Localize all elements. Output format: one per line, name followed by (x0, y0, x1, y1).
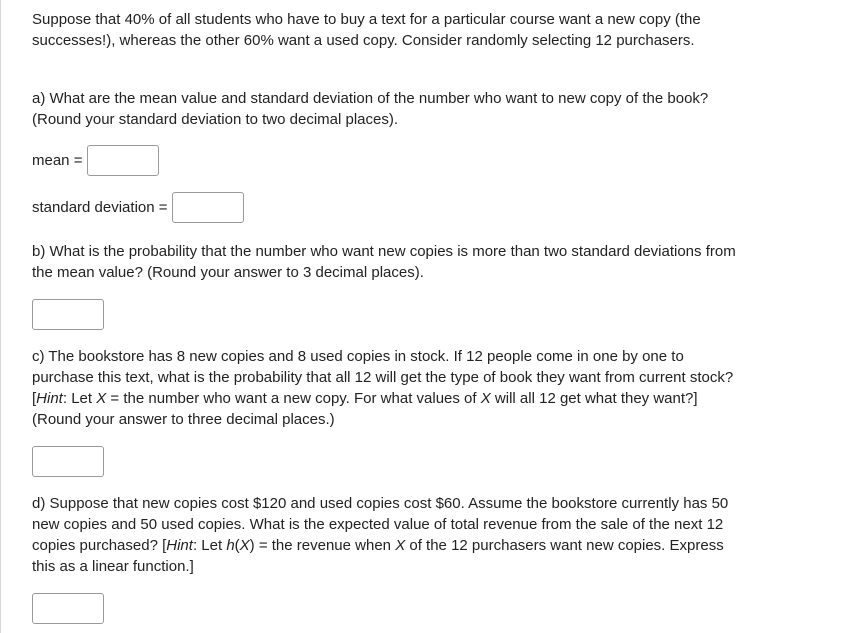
part-c-var-x: X (96, 390, 107, 407)
part-b-question: b) What is the probability that the number who want new copies is more than two standard deviations from the mean value? (Round your answer to 3 decimal places). (32, 243, 736, 281)
part-d-question (32, 493, 742, 577)
part-d-var-x: X (239, 537, 250, 554)
part-c-var-x2: X (480, 390, 491, 407)
left-border (0, 0, 1, 633)
part-a-question: a) What are the mean value and standard deviation of the number who want to new copy of the book? (Round your standard deviation to two decimal places). (32, 90, 709, 128)
intro-text: Suppose that 40% of all students who have to buy a text for a particular course want a new copy (the successes!), whereas the other 60% want a used copy. Consider randomly selecting 12 purchasers. (32, 11, 701, 49)
part-d-hint: Hint (166, 537, 193, 554)
part-d-text-2: : Let (192, 537, 227, 554)
part-d-var-x2: X (395, 537, 406, 554)
part-b-answer-input[interactable] (32, 299, 104, 330)
part-c-question (32, 346, 742, 430)
part-c-text-4: will all 12 get what they want?] (Round your answer to three decimal places.) (32, 390, 698, 428)
part-d-func-h: h (226, 537, 235, 554)
mean-input[interactable] (87, 145, 159, 176)
part-d-text-5: of the 12 purchasers want new copies. Express this as a linear function.] (32, 537, 724, 575)
part-c-answer-input[interactable] (32, 446, 104, 477)
part-d-answer-input[interactable] (32, 593, 104, 624)
sd-input[interactable] (172, 192, 244, 223)
mean-label: mean = (32, 152, 87, 169)
part-c-text-3: = the number who want a new copy. For what values of (106, 390, 481, 407)
sd-label: standard deviation = (32, 199, 172, 216)
sd-row (32, 192, 244, 223)
mean-row (32, 145, 159, 176)
part-c-text-1: c) The bookstore has 8 new copies and 8 used copies in stock. If 12 people come in one by one to purchase this text, what is the probability that all 12 will get the type of book they want from current stock? [ (32, 348, 734, 407)
part-d-text-1: d) Suppose that new copies cost $120 and used copies cost $60. Assume the bookstore currently has 50 new copies and 50 used copies. What is the expected value of total revenue from the sale of the next 12 copies purchased? [ (32, 495, 729, 554)
part-c-hint: Hint (36, 390, 63, 407)
part-d-text-3: ( (234, 537, 240, 554)
part-c-text-2: : Let (62, 390, 97, 407)
part-d-text-4: ) = the revenue when (249, 537, 396, 554)
